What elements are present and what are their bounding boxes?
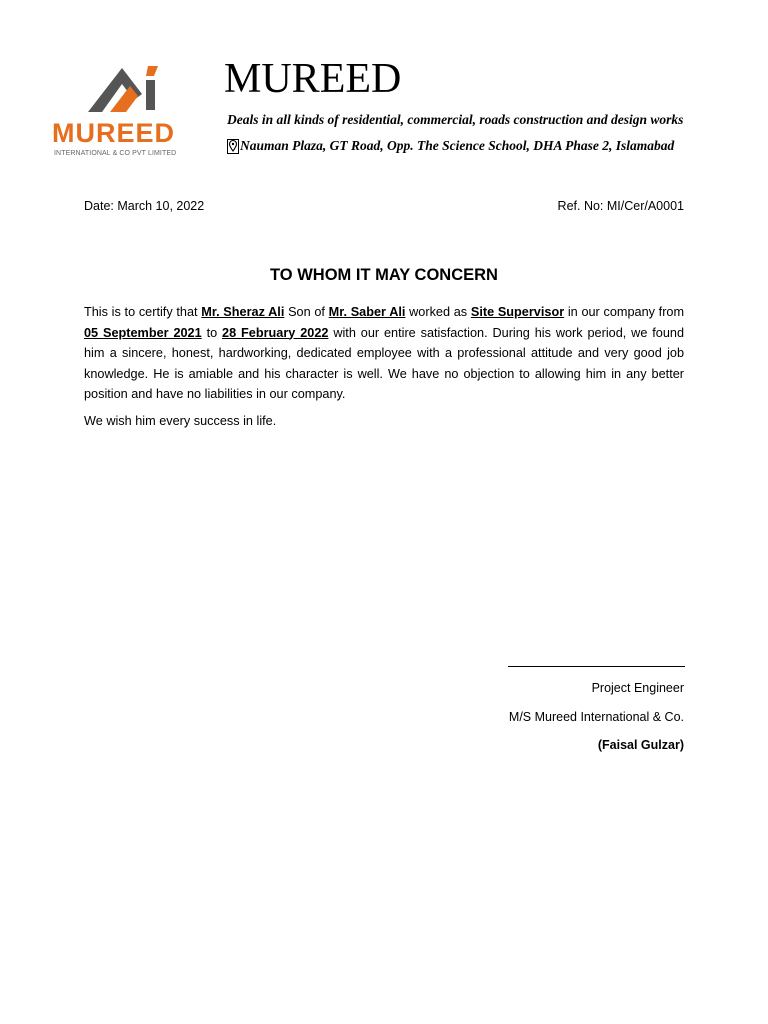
letter-heading: TO WHOM IT MAY CONCERN	[270, 266, 498, 284]
body-text: This is to certify that	[84, 305, 198, 319]
logo-wordmark: MUREED	[52, 118, 176, 148]
start-date: 05 September 2021	[84, 325, 202, 340]
company-tagline: Deals in all kinds of residential, commercial, roads construction and design works	[227, 112, 684, 127]
end-date: 28 February 2022	[222, 325, 329, 340]
company-logo	[50, 54, 220, 160]
logo-mark-icon	[50, 54, 220, 120]
body-text: with our entire satisfaction. During his work period, we found him a sincere, honest, hardworking, dedicated employee with a professional attitude and very good job knowledge. He is amiable and his character is well. We have no objection to allowing him in any better position and have no liabilities in our company.	[84, 325, 685, 401]
map-pin-icon	[227, 139, 239, 154]
company-address	[227, 138, 674, 154]
signatory-name: (Faisal Gulzar)	[597, 738, 684, 752]
closing-line: We wish him every success in life.	[84, 414, 277, 428]
letter-date: Date: March 10, 2022	[84, 199, 205, 213]
job-position: Site Supervisor	[470, 305, 565, 319]
body-text: Son of	[288, 305, 325, 319]
body-text: worked as	[409, 305, 468, 319]
employee-name: Mr. Sheraz Ali	[201, 305, 285, 319]
body-text: to	[206, 325, 218, 340]
certificate-body	[84, 302, 684, 405]
logo-subtitle: INTERNATIONAL & CO PVT LIMITED	[54, 150, 177, 157]
father-name: Mr. Saber Ali	[328, 305, 406, 319]
signature-line	[508, 666, 685, 667]
body-text: in our company from	[567, 305, 685, 319]
reference-number: Ref. No: MI/Cer/A0001	[557, 199, 684, 213]
signatory-company: M/S Mureed International & Co.	[508, 710, 684, 724]
company-name: MUREED	[224, 56, 402, 102]
signatory-title: Project Engineer	[591, 681, 684, 695]
address-text: Nauman Plaza, GT Road, Opp. The Science School, DHA Phase 2, Islamabad	[240, 138, 675, 153]
